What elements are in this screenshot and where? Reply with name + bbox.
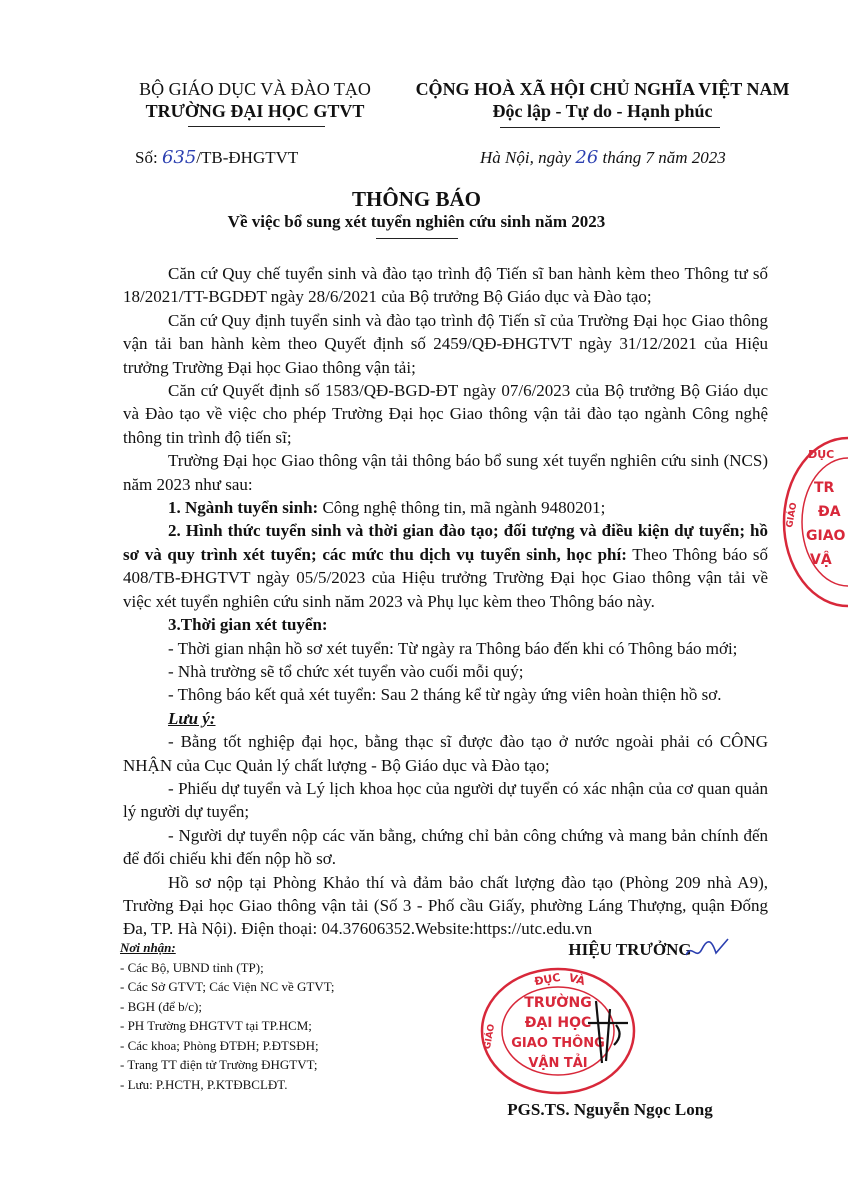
recipient-item: - Các Sở GTVT; Các Viện NC về GTVT; <box>120 979 335 994</box>
signer-name: PGS.TS. Nguyễn Ngọc Long <box>507 1100 713 1119</box>
item-1 <box>123 496 768 519</box>
doc-number-handwritten: 635 <box>161 147 197 168</box>
closing-paragraph: Hồ sơ nộp tại Phòng Khảo thí và đảm bảo chất lượng đào tạo (Phòng 209 nhà A9), Trường Đại học Giao thông vận tải (Số 3 - Phố cầu Giấy, phường Láng Thượng, quận Đống Đa, TP. Hà Nội). Điện thoại: 04.37606352.Website:https://utc.edu.vn <box>123 872 768 939</box>
svg-text:ĐẠI HỌC: ĐẠI HỌC <box>524 1015 592 1031</box>
motto-underline <box>500 127 720 128</box>
note <box>123 707 768 730</box>
svg-text:TR: TR <box>814 480 835 496</box>
subtitle-underline <box>376 238 458 239</box>
university-name: TRƯỜNG ĐẠI HỌC GTVT <box>145 101 365 121</box>
paragraph-legal-basis-3: Căn cứ Quyết định số 1583/QĐ-BGD-ĐT ngày 07/6/2023 của Bộ trưởng Bộ Giáo dục và Đào tạo về việc cho phép Trường Đại học Giao thông vận tải đào tạo ngành Công nghệ thông tin trình độ tiến sĩ; <box>123 381 768 447</box>
item-2-label: 2. Hình thức tuyển sinh và thời gian đào tạo; đối tượng và điều kiện dự tuyển; hồ sơ và quy trình xét tuyển; các mức thu dịch vụ tuyển sinh, học phí: <box>123 521 768 564</box>
svg-text:TRƯỜNG: TRƯỜNG <box>524 995 592 1011</box>
recipients-list <box>120 938 335 1094</box>
document-body <box>123 262 768 941</box>
item-3-label: 3.Thời gian xét tuyển: <box>168 615 328 635</box>
recipient-item: - PH Trường ĐHGTVT tại TP.HCM; <box>120 1018 312 1033</box>
doc-number-prefix: Số: <box>135 148 158 167</box>
ministry-name: BỘ GIÁO DỤC VÀ ĐÀO TẠO <box>139 79 371 99</box>
item-3-b: - Nhà trường sẽ tổ chức xét tuyển vào cuối mỗi quý; <box>168 661 524 681</box>
svg-text:VẬ: VẬ <box>810 552 832 568</box>
svg-text:VẬN TẢI: VẬN TẢI <box>528 1056 588 1071</box>
note-a: - Bằng tốt nghiệp đại học, bằng thạc sĩ được đào tạo ở nước ngoài phải có CÔNG NHẬN của Cục Quản lý chất lượng - Bộ Giáo dục và Đào tạo; <box>123 732 768 775</box>
signer-title: HIỆU TRƯỞNG <box>568 940 692 959</box>
item-2 <box>123 519 768 613</box>
recipient-item: - Lưu: P.HCTH, P.KTĐBCLĐT. <box>120 1076 288 1092</box>
item-1-label: 1. Ngành tuyển sinh: <box>168 498 319 518</box>
note-b: - Phiếu dự tuyển và Lý lịch khoa học của người dự tuyển có xác nhận của cơ quan quản lý người dự tuyển; <box>123 778 768 822</box>
recipient-item: - Các Bộ, UBND tỉnh (TP); <box>120 959 264 975</box>
item-1-text: Công nghệ thông tin, mã ngành 9480201; <box>318 498 606 518</box>
official-seal-icon <box>478 965 638 1095</box>
date-rest: tháng 7 năm 2023 <box>602 148 726 167</box>
paragraph-announcement: Trường Đại học Giao thông vận tải thông báo bổ sung xét tuyển nghiên cứu sinh (NCS) năm 2023 như sau: <box>123 451 768 494</box>
document-title: THÔNG BÁO <box>352 187 481 211</box>
date-day-handwritten: 26 <box>575 147 599 168</box>
item-3-a: - Thời gian nhận hồ sơ xét tuyển: Từ ngày ra Thông báo đến khi có Thông báo mới; <box>168 638 738 658</box>
recipient-item: - BGH (để b/c); <box>120 998 202 1014</box>
svg-text:GIAO: GIAO <box>806 528 846 544</box>
recipient-item: - Các khoa; Phòng ĐTĐH; P.ĐTSĐH; <box>120 1037 319 1053</box>
document-subtitle: Về việc bổ sung xét tuyển nghiên cứu sinh năm 2023 <box>227 212 606 231</box>
svg-text:GIÁO: GIÁO <box>482 1023 498 1051</box>
note-label: Lưu ý: <box>168 708 216 728</box>
national-motto: Độc lập - Tự do - Hạnh phúc <box>492 101 713 121</box>
document-number <box>135 147 298 168</box>
national-header <box>410 78 795 122</box>
item-2-text: Theo Thông báo số 408/TB-ĐHGTVT ngày 05/5/2023 của Hiệu trưởng Trường Đại học Giao thông vận tải về việc xét tuyển nghiên cứu sinh năm 2023 và Phụ lục kèm theo Thông báo này. <box>123 544 768 611</box>
recipient-item: - Trang TT điện tử Trường ĐHGTVT; <box>120 1057 318 1072</box>
svg-text:ĐA: ĐA <box>818 504 841 520</box>
page-edge-seal-icon <box>778 432 848 612</box>
paragraph-legal-basis-1: Căn cứ Quy chế tuyển sinh và đào tạo trình độ Tiến sĩ ban hành kèm theo Thông tư số 18/2021/TT-BGDĐT ngày 28/6/2021 của Bộ trưởng Bộ Giáo dục và Đào tạo; <box>123 264 768 307</box>
date-prefix: Hà Nội, ngày <box>480 148 572 167</box>
doc-number-suffix: /TB-ĐHGTVT <box>196 148 299 167</box>
country-name: CỘNG HOÀ XÃ HỘI CHỦ NGHĨA VIỆT NAM <box>415 79 790 99</box>
svg-text:ĐỤC: ĐỤC <box>533 970 562 989</box>
svg-text:ĐỤC: ĐỤC <box>808 448 835 461</box>
svg-text:GIÁO: GIÁO <box>785 501 800 529</box>
initials-signature-icon <box>682 935 732 965</box>
svg-text:GIAO THÔNG: GIAO THÔNG <box>511 1036 605 1051</box>
issuer-block <box>110 78 400 122</box>
issuer-underline <box>188 126 325 127</box>
item-3-c: - Thông báo kết quả xét tuyển: Sau 2 tháng kể từ ngày ứng viên hoàn thiện hồ sơ. <box>168 685 722 705</box>
paragraph-legal-basis-2: Căn cứ Quy định tuyển sinh và đào tạo trình độ Tiến sĩ của Trường Đại học Giao thông vận tải ban hành kèm theo Quyết định số 2459/QĐ-ĐHGTVT ngày 31/12/2021 của Hiệu trưởng Trường Đại học Giao thông vận tải; <box>123 310 768 377</box>
svg-text:VÀ: VÀ <box>567 971 587 989</box>
recipients-heading: Nơi nhận: <box>120 940 176 955</box>
document-date <box>480 147 726 168</box>
note-c: - Người dự tuyển nộp các văn bằng, chứng chỉ bản công chứng và mang bản chính đến để đối chiếu khi đến nộp hồ sơ. <box>123 825 768 869</box>
